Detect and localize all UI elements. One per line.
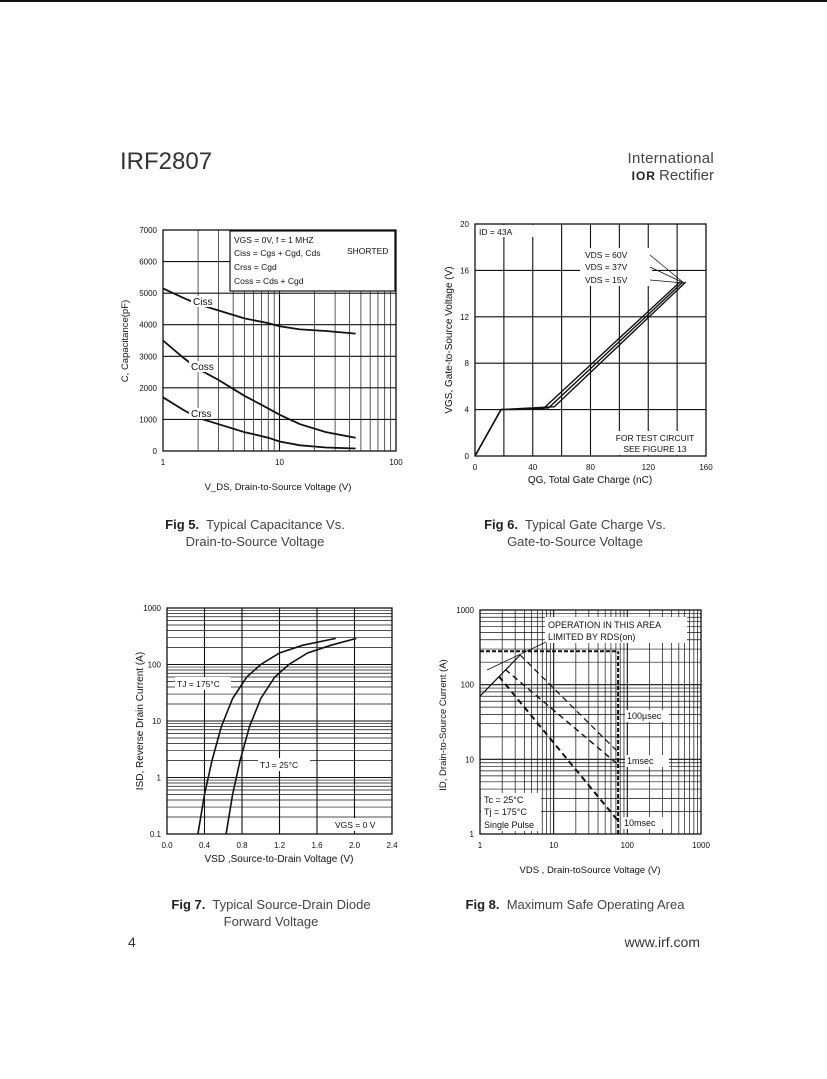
y-tick-label: 4000 bbox=[139, 320, 157, 330]
vds-label: VDS = 60V bbox=[585, 250, 628, 260]
fig7-caption-label: Fig 7. bbox=[171, 897, 206, 912]
annotation-id: ID = 43A bbox=[479, 227, 513, 237]
annotation-limited: LIMITED BY RDS(on) bbox=[548, 632, 636, 642]
annotation-tj25: TJ = 25°C bbox=[260, 760, 299, 770]
y-axis-label: ID, Drain-to-Source Current (A) bbox=[438, 659, 449, 791]
x-tick-label: 80 bbox=[586, 463, 595, 472]
annotation-single-pulse: Single Pulse bbox=[484, 820, 535, 830]
legend-line-ciss: Ciss = Cgs + Cgd, Cds bbox=[234, 248, 321, 258]
annotation-operation: OPERATION IN THIS AREA bbox=[548, 620, 662, 630]
logo-line2: Rectifier bbox=[658, 167, 714, 184]
legend-line-crss: Crss = Cgd bbox=[234, 262, 277, 272]
website-link[interactable]: www.irf.com bbox=[624, 934, 700, 950]
legend-line-vgs: VGS = 0V, f = 1 MHZ bbox=[234, 235, 314, 245]
y-tick-label: 4 bbox=[464, 405, 469, 415]
y-tick-label: 6000 bbox=[139, 257, 157, 267]
fig5-caption bbox=[130, 516, 380, 550]
y-axis-label: C, Capacitance(pF) bbox=[120, 299, 131, 383]
y-tick-label: 12 bbox=[460, 312, 469, 322]
fig7-chart bbox=[135, 604, 398, 865]
x-tick-label: 0.4 bbox=[198, 841, 211, 850]
annotation-vgs: VGS = 0 V bbox=[335, 820, 376, 830]
series-label: Ciss bbox=[193, 297, 213, 308]
series-crss bbox=[163, 397, 356, 448]
series-label: Crss bbox=[191, 409, 212, 420]
fig5-caption-text1: Typical Capacitance Vs. bbox=[206, 517, 345, 532]
series-1msec bbox=[505, 669, 618, 764]
logo-line1: International bbox=[627, 150, 714, 167]
x-tick-label: 1 bbox=[160, 458, 166, 467]
y-tick-label: 7000 bbox=[139, 226, 157, 235]
y-tick-label: 5000 bbox=[139, 289, 157, 299]
fig7-caption-text1: Typical Source-Drain Diode bbox=[212, 897, 371, 912]
x-tick-label: 160 bbox=[699, 463, 713, 472]
x-axis-label: VSD ,Source-to-Drain Voltage (V) bbox=[204, 854, 354, 865]
logo-ior: IOR bbox=[631, 169, 656, 183]
vds-label: VDS = 37V bbox=[585, 262, 628, 272]
pulse-label: 100µsec bbox=[627, 711, 662, 721]
fig5-caption-text2: Drain-to-Source Voltage bbox=[185, 534, 325, 549]
x-tick-label: 1000 bbox=[692, 841, 710, 850]
y-tick-label: 1000 bbox=[143, 604, 161, 613]
annotation-see-figure: SEE FIGURE 13 bbox=[623, 444, 687, 454]
x-tick-label: 10 bbox=[275, 458, 284, 467]
legend-line-coss: Coss = Cds + Cgd bbox=[234, 276, 304, 286]
annotation-tc: Tc = 25°C bbox=[484, 795, 524, 805]
x-tick-label: 0 bbox=[472, 463, 478, 472]
x-tick-label: 120 bbox=[641, 463, 655, 472]
x-tick-label: 1.2 bbox=[273, 841, 286, 850]
x-tick-label: 100 bbox=[620, 841, 635, 850]
fig8-caption-text1: Maximum Safe Operating Area bbox=[506, 897, 685, 912]
vds-label: VDS = 15V bbox=[585, 275, 628, 285]
y-tick-label: 10 bbox=[465, 755, 474, 765]
annotation-test-circuit: FOR TEST CIRCUIT bbox=[615, 433, 695, 443]
y-tick-label: 2000 bbox=[139, 383, 157, 393]
fig5-chart bbox=[120, 226, 403, 493]
y-tick-label: 0 bbox=[464, 452, 469, 461]
x-axis-label: VDS , Drain-toSource Voltage (V) bbox=[519, 865, 661, 876]
y-tick-label: 20 bbox=[460, 220, 469, 229]
y-tick-label: 1 bbox=[469, 830, 474, 839]
legend-shorted: SHORTED bbox=[347, 246, 389, 256]
x-tick-label: 0.0 bbox=[161, 841, 173, 850]
annotation-tj: Tj = 175°C bbox=[484, 807, 527, 817]
y-tick-label: 8 bbox=[464, 359, 469, 369]
y-tick-label: 100 bbox=[460, 680, 474, 690]
x-tick-label: 1 bbox=[477, 841, 483, 850]
series-tj bbox=[226, 638, 356, 834]
x-tick-label: 40 bbox=[528, 463, 538, 472]
part-number: IRF2807 bbox=[120, 148, 213, 175]
y-tick-label: 1 bbox=[156, 773, 161, 783]
x-axis-label: V_DS, Drain-to-Source Voltage (V) bbox=[204, 482, 352, 493]
y-tick-label: 1000 bbox=[139, 415, 157, 425]
annotation-tj175: TJ = 175°C bbox=[177, 679, 220, 689]
y-tick-label: 16 bbox=[460, 266, 469, 276]
y-tick-label: 10 bbox=[152, 717, 161, 726]
fig6-caption-label: Fig 6. bbox=[484, 517, 519, 532]
y-tick-label: 0.1 bbox=[149, 830, 161, 839]
fig7-caption bbox=[136, 896, 406, 930]
fig8-caption bbox=[440, 896, 710, 913]
fig6-caption-text2: Gate-to-Source Voltage bbox=[507, 534, 643, 549]
y-axis-label: VGS, Gate-to-Source Voltage (V) bbox=[444, 266, 455, 414]
x-tick-label: 100 bbox=[389, 458, 403, 467]
series-100usec bbox=[520, 655, 618, 752]
fig8-caption-label: Fig 8. bbox=[465, 897, 500, 912]
fig6-chart bbox=[444, 220, 713, 486]
x-axis-label: QG, Total Gate Charge (nC) bbox=[527, 475, 653, 486]
fig8-chart bbox=[438, 606, 710, 876]
series-label: Coss bbox=[191, 362, 214, 373]
fig6-caption-text1: Typical Gate Charge Vs. bbox=[525, 517, 666, 532]
y-tick-label: 3000 bbox=[139, 352, 157, 362]
x-tick-label: 1.6 bbox=[311, 841, 323, 850]
y-tick-label: 0 bbox=[152, 447, 157, 456]
y-tick-label: 1000 bbox=[456, 606, 474, 615]
series-vds bbox=[475, 282, 680, 456]
pulse-label: 1msec bbox=[627, 756, 654, 766]
x-tick-label: 10 bbox=[549, 841, 559, 850]
series-tj bbox=[198, 638, 336, 834]
series-ciss bbox=[163, 288, 356, 333]
fig7-caption-text2: Forward Voltage bbox=[223, 914, 319, 929]
fig5-caption-label: Fig 5. bbox=[165, 517, 200, 532]
series-rds-limit bbox=[480, 655, 520, 696]
page-number: 4 bbox=[128, 934, 136, 950]
x-tick-label: 2.0 bbox=[348, 841, 361, 850]
y-axis-label: ISD, Reverse Drain Current (A) bbox=[135, 651, 146, 791]
x-tick-label: 0.8 bbox=[236, 841, 248, 850]
y-tick-label: 100 bbox=[147, 660, 161, 670]
pulse-label: 10msec bbox=[624, 818, 656, 828]
x-tick-label: 2.4 bbox=[386, 841, 398, 850]
fig6-caption bbox=[450, 516, 700, 550]
series-coss bbox=[163, 341, 356, 438]
